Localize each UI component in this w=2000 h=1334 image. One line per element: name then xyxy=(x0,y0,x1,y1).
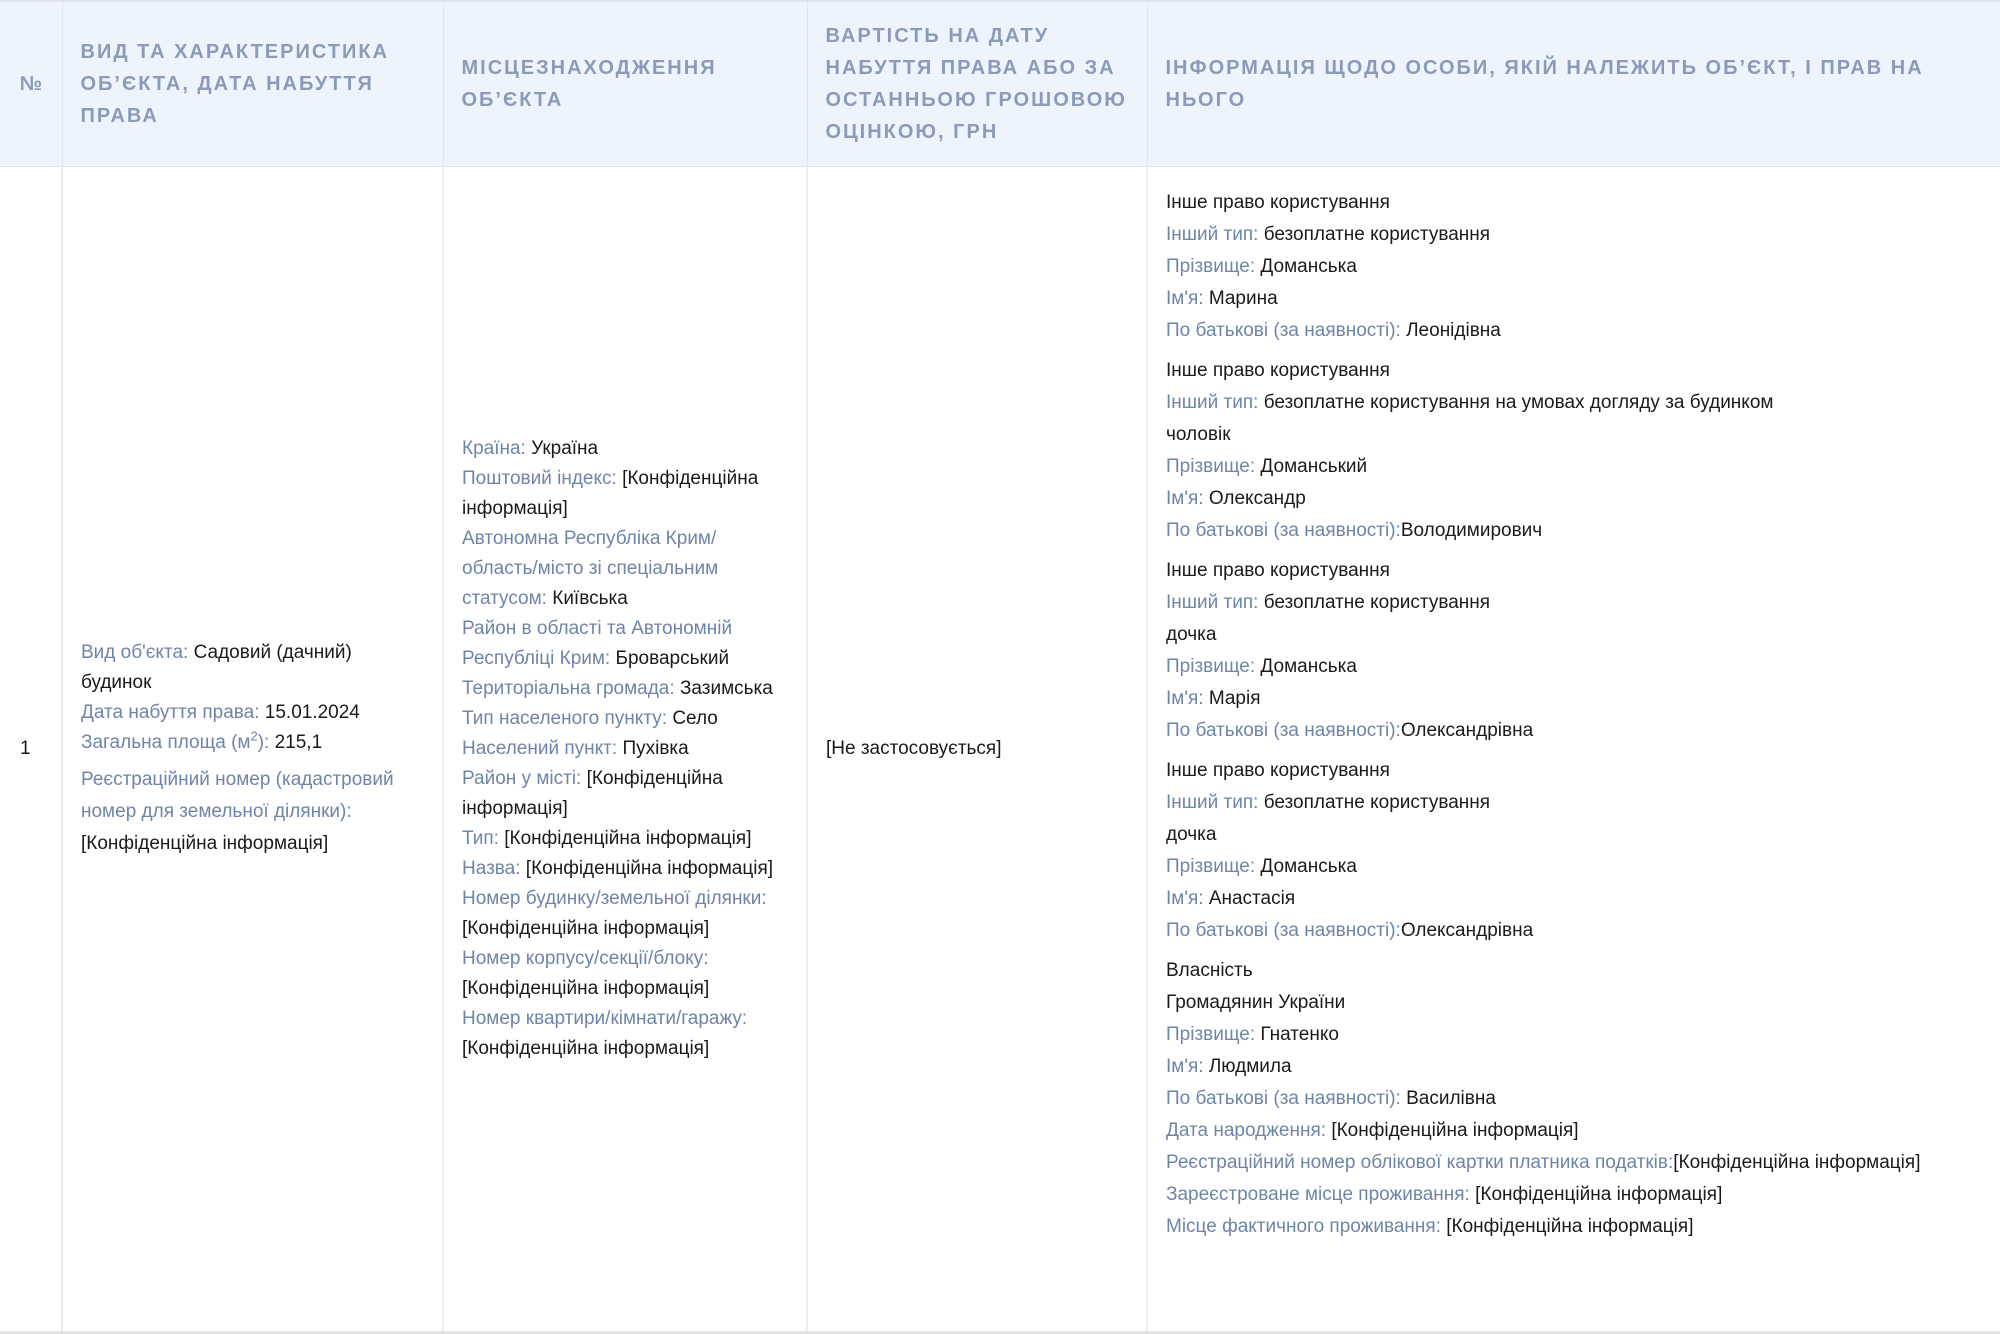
owner-surname-value: Гнатенко xyxy=(1260,1024,1339,1045)
owner-tax-number-label: Реєстраційний номер облікової картки платника податків: xyxy=(1166,1152,1674,1173)
usage-right-patronymic xyxy=(1166,515,1982,547)
location-field-value: Україна xyxy=(531,438,599,459)
location-field xyxy=(462,674,788,704)
usage-right-title xyxy=(1166,555,1982,587)
other-type-value: безоплатне користування на умовах догляду за будинком xyxy=(1263,392,1774,413)
usage-right-relation xyxy=(1166,419,1982,451)
owner-patronymic xyxy=(1166,1083,1982,1115)
location-field-label: Тип: xyxy=(462,828,499,849)
usage-right-surname xyxy=(1166,451,1982,483)
location-field xyxy=(462,434,788,464)
header-owner: ІНФОРМАЦІЯ ЩОДО ОСОБИ, ЯКІЙ НАЛЕЖИТЬ ОБ’ЄКТ, І ПРАВ НА НЬОГО xyxy=(1147,1,2000,167)
usage-right-other-type xyxy=(1166,787,1982,819)
location-field-label: Район в області та Автономній Республіці Крим: xyxy=(462,618,733,669)
location-field xyxy=(462,824,788,854)
usage-right-block xyxy=(1166,187,1982,347)
other-type-label: Інший тип: xyxy=(1166,224,1259,245)
registration-number-label: Реєстраційний номер (кадастровий номер для земельної ділянки): xyxy=(81,769,394,822)
owner-citizenship: Громадянин України xyxy=(1166,992,1346,1013)
location-field-value: [Конфіденційна інформація] xyxy=(525,858,774,879)
total-area xyxy=(81,728,424,758)
surname-label: Прізвище: xyxy=(1166,456,1256,477)
name-value: Олександр xyxy=(1208,488,1306,509)
usage-right-surname xyxy=(1166,651,1982,683)
owner-registered-address-label: Зареєстроване місце проживання: xyxy=(1166,1184,1470,1205)
header-value: ВАРТІСТЬ НА ДАТУ НАБУТТЯ ПРАВА АБО ЗА ОСТАННЬОЮ ГРОШОВОЮ ОЦІНКОЮ, ГРН xyxy=(807,1,1147,167)
surname-value: Доманська xyxy=(1260,256,1357,277)
location-field-label: Автономна Республіка Крим/ область/місто зі спеціальним статусом: xyxy=(462,528,719,609)
patronymic-label: По батькові (за наявності): xyxy=(1166,920,1401,941)
owner-surname-label: Прізвище: xyxy=(1166,1024,1256,1045)
object-type-value: Садовий (дачний) будинок xyxy=(81,642,352,693)
name-value: Марина xyxy=(1208,288,1278,309)
object-type xyxy=(81,638,424,698)
location-field xyxy=(462,764,788,824)
location-cell xyxy=(443,167,807,1333)
usage-right-other-type xyxy=(1166,387,1982,419)
owner-surname xyxy=(1166,1019,1982,1051)
surname-label: Прізвище: xyxy=(1166,856,1256,877)
header-location: МІСЦЕЗНАХОДЖЕННЯ ОБ’ЄКТА xyxy=(443,1,807,167)
acquisition-date-value: 15.01.2024 xyxy=(264,702,360,723)
value-cell: [Не застосовується] xyxy=(807,167,1147,1333)
location-field-value: [Конфіденційна інформація] xyxy=(462,1038,710,1059)
location-field-label: Населений пункт: xyxy=(462,738,618,759)
usage-right-block xyxy=(1166,755,1982,947)
location-field-value: Зазимська xyxy=(679,678,773,699)
location-field xyxy=(462,614,788,674)
owner-property-block xyxy=(1166,955,1982,1243)
name-value: Марія xyxy=(1208,688,1261,709)
total-area-value: 215,1 xyxy=(274,732,323,753)
usage-right-name xyxy=(1166,483,1982,515)
location-field-label: Номер будинку/земельної ділянки: xyxy=(462,888,767,909)
name-label: Ім'я: xyxy=(1166,488,1204,509)
patronymic-label: По батькові (за наявності): xyxy=(1166,720,1401,741)
location-field-value: Пухівка xyxy=(622,738,689,759)
location-field-label: Територіальна громада: xyxy=(462,678,675,699)
owners-list xyxy=(1166,187,1982,947)
usage-right-title-text: Інше право користування xyxy=(1166,192,1390,213)
usage-right-relation xyxy=(1166,819,1982,851)
other-type-value: безоплатне користування xyxy=(1263,792,1491,813)
location-field-value: [Конфіденційна інформація] xyxy=(462,468,759,519)
relation-value: чоловік xyxy=(1166,424,1231,445)
owner-actual-address xyxy=(1166,1211,1982,1243)
patronymic-value: Леонідівна xyxy=(1400,320,1501,341)
relation-value: дочка xyxy=(1166,824,1217,845)
usage-right-title-text: Інше право користування xyxy=(1166,360,1390,381)
name-label: Ім'я: xyxy=(1166,288,1204,309)
location-field-label: Країна: xyxy=(462,438,526,459)
usage-right-name xyxy=(1166,883,1982,915)
patronymic-value: Олександрівна xyxy=(1400,720,1534,741)
table-header xyxy=(0,1,2000,167)
acquisition-date xyxy=(81,698,424,728)
header-object: ВИД ТА ХАРАКТЕРИСТИКА ОБ’ЄКТА, ДАТА НАБУТТЯ ПРАВА xyxy=(62,1,443,167)
usage-right-title xyxy=(1166,755,1982,787)
owner-cell xyxy=(1147,167,2000,1333)
owner-birth-date-value: [Конфіденційна інформація] xyxy=(1331,1120,1579,1141)
location-field-label: Район у місті: xyxy=(462,768,582,789)
owner-registered-address xyxy=(1166,1179,1982,1211)
usage-right-block xyxy=(1166,355,1982,547)
patronymic-label: По батькові (за наявності): xyxy=(1166,520,1401,541)
location-field-value: [Конфіденційна інформація] xyxy=(462,918,710,939)
owner-birth-date-label: Дата народження: xyxy=(1166,1120,1327,1141)
owner-registered-address-value: [Конфіденційна інформація] xyxy=(1475,1184,1723,1205)
patronymic-value: Олександрівна xyxy=(1400,920,1534,941)
owner-patronymic-label: По батькові (за наявності): xyxy=(1166,1088,1401,1109)
usage-right-title xyxy=(1166,355,1982,387)
other-type-label: Інший тип: xyxy=(1166,792,1259,813)
usage-right-patronymic xyxy=(1166,915,1982,947)
name-label: Ім'я: xyxy=(1166,688,1204,709)
usage-right-other-type xyxy=(1166,219,1982,251)
location-field xyxy=(462,704,788,734)
name-value: Анастасія xyxy=(1208,888,1296,909)
other-type-value: безоплатне користування xyxy=(1263,592,1491,613)
header-number: № xyxy=(0,1,62,167)
owner-actual-address-value: [Конфіденційна інформація] xyxy=(1446,1216,1694,1237)
owner-patronymic-value: Василівна xyxy=(1406,1088,1496,1109)
location-field-label: Номер квартири/кімнати/гаражу: xyxy=(462,1008,748,1029)
location-field xyxy=(462,464,788,524)
usage-right-relation xyxy=(1166,619,1982,651)
name-label: Ім'я: xyxy=(1166,888,1204,909)
location-list xyxy=(462,434,788,1064)
total-area-label xyxy=(81,728,270,753)
usage-right-title-text: Інше право користування xyxy=(1166,560,1390,581)
area-label-suffix: ): xyxy=(257,732,270,753)
table-row xyxy=(0,167,2000,1333)
location-field xyxy=(462,884,788,944)
owner-actual-address-label: Місце фактичного проживання: xyxy=(1166,1216,1441,1237)
usage-right-title xyxy=(1166,187,1982,219)
other-type-label: Інший тип: xyxy=(1166,592,1259,613)
location-field-label: Номер корпусу/секції/блоку: xyxy=(462,948,709,969)
location-field-value: Село xyxy=(672,708,718,729)
location-field-value: Броварський xyxy=(615,648,730,669)
surname-value: Доманська xyxy=(1260,656,1357,677)
location-field xyxy=(462,524,788,614)
usage-right-surname xyxy=(1166,251,1982,283)
row-number: 1 xyxy=(0,167,62,1333)
location-field-value: Київська xyxy=(552,588,628,609)
object-cell xyxy=(62,167,443,1333)
area-label-text: Загальна площа (м xyxy=(81,732,251,753)
owner-right: Власність xyxy=(1166,960,1253,981)
location-field-value: [Конфіденційна інформація] xyxy=(462,978,710,999)
header-row xyxy=(0,1,2000,167)
owner-birth-date xyxy=(1166,1115,1982,1147)
registration-number-value: [Конфіденційна інформація] xyxy=(81,833,329,854)
usage-right-other-type xyxy=(1166,587,1982,619)
location-field-label: Поштовий індекс: xyxy=(462,468,617,489)
location-field-value: [Конфіденційна інформація] xyxy=(504,828,752,849)
owner-tax-number xyxy=(1166,1147,1982,1179)
location-field xyxy=(462,734,788,764)
patronymic-label: По батькові (за наявності): xyxy=(1166,320,1401,341)
patronymic-value: Володимирович xyxy=(1400,520,1543,541)
owner-name xyxy=(1166,1051,1982,1083)
location-field xyxy=(462,944,788,1004)
relation-value: дочка xyxy=(1166,624,1217,645)
area-label-superscript: 2 xyxy=(250,728,258,744)
registration-number xyxy=(81,764,424,860)
usage-right-patronymic xyxy=(1166,315,1982,347)
usage-right-surname xyxy=(1166,851,1982,883)
owner-tax-number-value: [Конфіденційна інформація] xyxy=(1673,1152,1921,1173)
location-field-label: Назва: xyxy=(462,858,521,879)
location-field-value: [Конфіденційна інформація] xyxy=(462,768,723,819)
object-type-label: Вид об'єкта: xyxy=(81,642,189,663)
usage-right-name xyxy=(1166,683,1982,715)
surname-value: Доманська xyxy=(1260,856,1357,877)
usage-right-title-text: Інше право користування xyxy=(1166,760,1390,781)
surname-value: Доманський xyxy=(1260,456,1368,477)
owner-name-label: Ім'я: xyxy=(1166,1056,1204,1077)
owner-name-value: Людмила xyxy=(1208,1056,1292,1077)
other-type-value: безоплатне користування xyxy=(1263,224,1491,245)
usage-right-block xyxy=(1166,555,1982,747)
surname-label: Прізвище: xyxy=(1166,256,1256,277)
acquisition-date-label: Дата набуття права: xyxy=(81,702,260,723)
other-type-label: Інший тип: xyxy=(1166,392,1259,413)
location-field xyxy=(462,1004,788,1064)
surname-label: Прізвище: xyxy=(1166,656,1256,677)
usage-right-patronymic xyxy=(1166,715,1982,747)
location-field-label: Тип населеного пункту: xyxy=(462,708,668,729)
location-field xyxy=(462,854,788,884)
usage-right-name xyxy=(1166,283,1982,315)
